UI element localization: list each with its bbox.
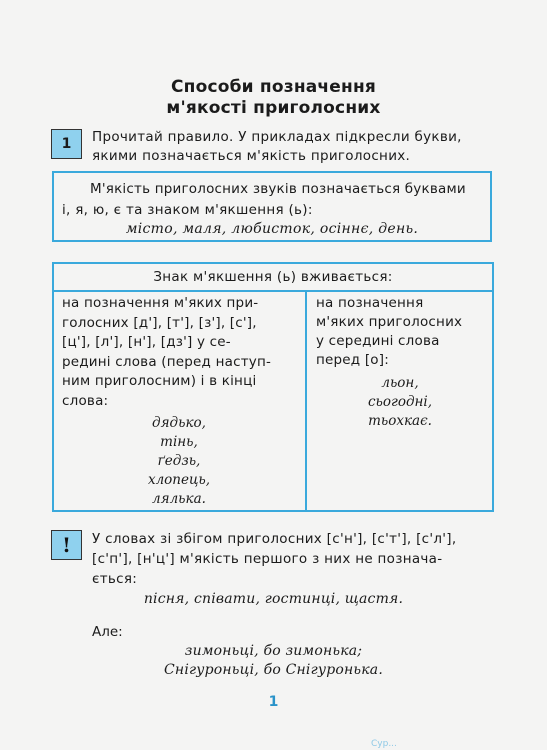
rule-box (52, 171, 492, 242)
example-word: тінь, (160, 434, 198, 450)
left-line: ним приголосним) і в кінці (62, 373, 257, 389)
left-line: на позначення м'яких при- (62, 295, 259, 311)
but-examples (0, 642, 547, 680)
exclamation-icon: ! (51, 530, 82, 560)
note-line1: У словах зі збігом приголосних [с'н'], [с'т'], [с'л'], (92, 531, 457, 547)
right-examples (308, 374, 492, 431)
left-line: голосних [д'], [т'], [з'], [с'], (62, 314, 257, 331)
but-label: Але: (92, 624, 123, 640)
example-word: хлопець, (147, 472, 211, 488)
example-word: ґедзь, (157, 453, 201, 469)
page-title-line1: Способи позначення (170, 77, 377, 97)
example-word: сьогодні, (367, 394, 433, 410)
table-header: Знак м'якшення (ь) вживається: (54, 264, 492, 292)
soft-sign-table (52, 262, 494, 512)
left-line: редині слова (перед наступ- (62, 353, 272, 370)
rule-examples: місто, маля, любисток, осіннє, день. (125, 221, 419, 237)
left-examples (54, 414, 304, 509)
note-line3: ється: (92, 571, 138, 587)
right-line: у середині слова (316, 333, 440, 349)
table-left-column (62, 294, 300, 411)
task-instruction (92, 128, 492, 166)
right-line: на позначення (316, 295, 424, 311)
task-line2: якими позначається м'якість приголосних. (92, 148, 411, 164)
note-line2: [с'п'], [н'ц'] м'якість першого з них не познача- (92, 551, 443, 567)
page-title-line2: м'якості приголосних (166, 98, 381, 118)
note-text (92, 529, 497, 589)
rule-line2: і, я, ю, є та знаком м'якшення (ь): (62, 202, 313, 218)
table-right-column (316, 294, 486, 370)
task-number-badge: 1 (51, 129, 82, 159)
right-line: м'яких приголосних (316, 314, 463, 330)
left-line: [ц'], [л'], [н'], [дз'] у се- (62, 334, 231, 350)
corner-text: Сур... (371, 739, 397, 749)
right-line: перед [о]: (316, 352, 389, 368)
example-word: льон, (381, 375, 419, 391)
page-number: 1 (268, 694, 279, 710)
left-line: слова: (62, 392, 109, 409)
example-word: лялька. (152, 491, 206, 507)
rule-line1: М'якість приголосних звуків позначається буквами (90, 181, 466, 197)
example-word: тьохкає. (368, 413, 432, 429)
note-examples: пісня, співати, гостинці, щастя. (143, 591, 404, 607)
table-column-divider (305, 291, 307, 510)
example-word: дядько, (152, 415, 206, 431)
task-line1: Прочитай правило. У прикладах підкресли букви, (92, 129, 462, 145)
but-example-line2: Снігуроньці, бо Снігуронька. (163, 662, 383, 678)
but-example-line1: зимоньці, бо зимонька; (184, 643, 363, 659)
